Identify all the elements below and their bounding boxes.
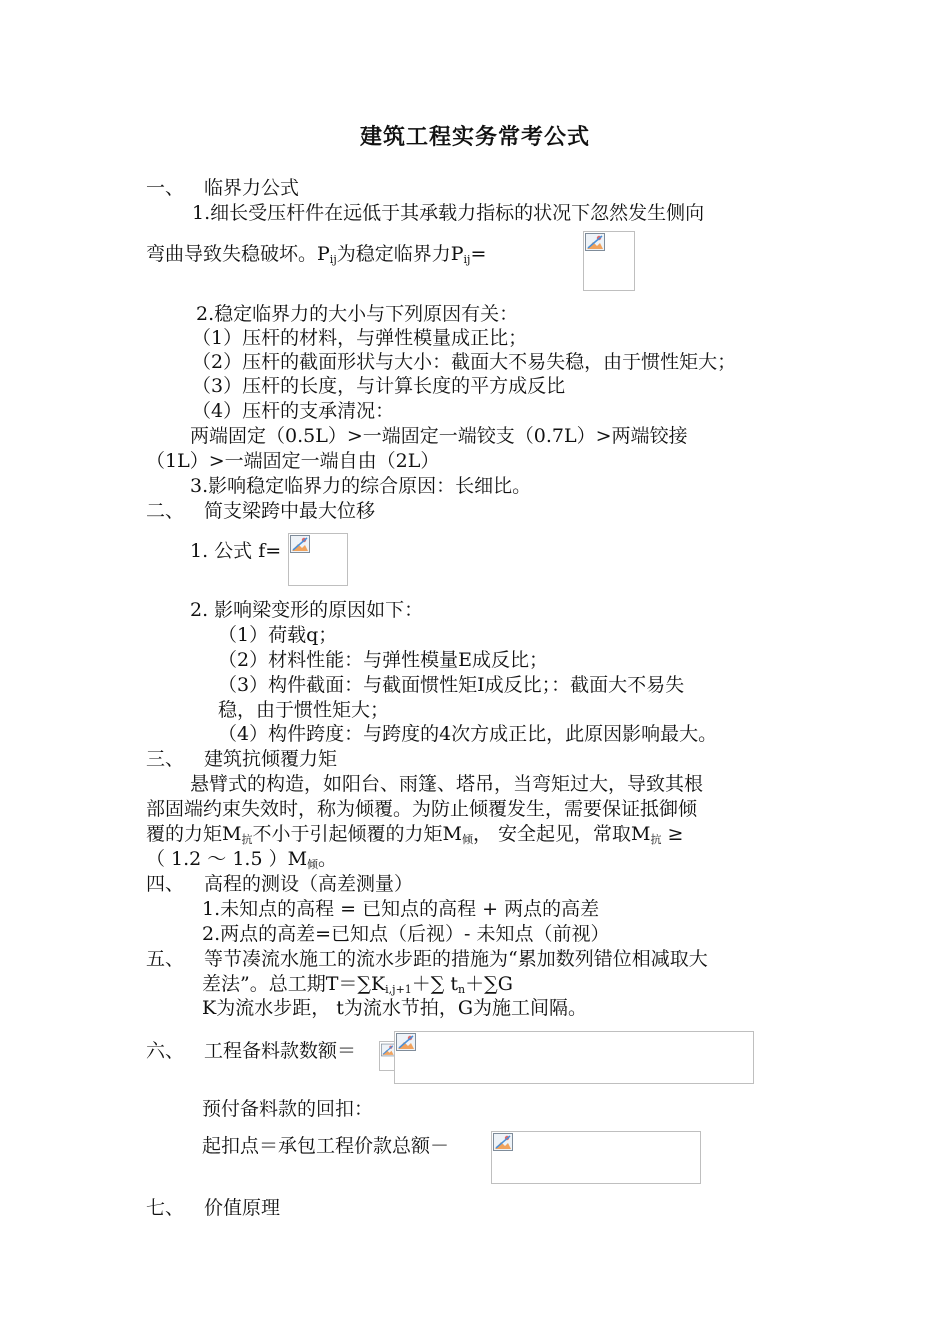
s4-paragraph-1: 1.未知点的高程 = 已知点的高程 + 两点的高差 bbox=[202, 898, 600, 920]
s1-paragraph-2: 2.稳定临界力的大小与下列原因有关： bbox=[196, 303, 519, 325]
s1-factor-4: （4）压杆的支承清况： bbox=[192, 400, 395, 422]
deflection-formula-image bbox=[288, 533, 348, 586]
section-7-number: 七、 bbox=[146, 1197, 185, 1219]
broken-image-icon bbox=[290, 535, 310, 553]
critical-force-formula-image bbox=[583, 231, 635, 291]
section-5-heading bbox=[146, 947, 708, 971]
section-2-number: 二、 bbox=[146, 500, 185, 522]
s3-line-2: 部固端约束失效时，称为倾覆。为防止倾覆发生，需要保证抵御倾 bbox=[146, 798, 698, 820]
s1-paragraph-3: 3.影响稳定临界力的综合原因：长细比。 bbox=[190, 475, 532, 497]
s1-factor-4-detail-a: 两端固定（0.5L）>一端固定一端铰支（0.7L）>两端铰接 bbox=[190, 425, 688, 447]
s2-paragraph-2: 2. 影响梁变形的原因如下： bbox=[190, 599, 424, 621]
s2-factor-2: （2）材料性能：与弹性模量E成反比； bbox=[218, 649, 548, 671]
s1-factor-1: （1）压杆的材料，与弹性模量成正比； bbox=[192, 327, 528, 349]
broken-image-icon bbox=[381, 1043, 395, 1057]
section-4-number: 四、 bbox=[146, 873, 185, 895]
section-5-number: 五、 bbox=[146, 948, 185, 970]
section-3-heading bbox=[146, 747, 337, 771]
section-2-title: 简支梁跨中最大位移 bbox=[204, 500, 376, 522]
s5-line-3: K为流水步距， t为流水节拍，G为施工间隔。 bbox=[202, 997, 588, 1019]
s2-factor-4: （4）构件跨度：与跨度的4次方成正比，此原因影响最大。 bbox=[218, 723, 718, 745]
s5-line-1: 等节凑流水施工的流水步距的措施为“累加数列错位相减取大 bbox=[204, 948, 708, 970]
s1-paragraph-1b: 弯曲导致失稳破坏。$P_{ij}$为稳定临界力$P_{ij}=$ bbox=[146, 243, 487, 266]
s4-paragraph-2: 2.两点的高差=已知点（后视）- 未知点（前视） bbox=[202, 923, 610, 945]
section-3-number: 三、 bbox=[146, 748, 185, 770]
section-1-number: 一、 bbox=[146, 177, 185, 199]
section-6-number: 六、 bbox=[146, 1040, 185, 1062]
section-4-heading bbox=[146, 872, 413, 896]
s3-line-4: （ 1.2 ～ 1.5 ）$M_倾$。 bbox=[146, 848, 338, 871]
s6-paragraph-1: 预付备料款的回扣： bbox=[202, 1098, 374, 1120]
section-6-heading bbox=[146, 1039, 356, 1063]
s2-factor-3b: 稳，由于惯性矩大； bbox=[218, 699, 390, 721]
section-7-heading bbox=[146, 1196, 280, 1220]
section-2-heading bbox=[146, 499, 375, 523]
s3-line-1: 悬臂式的构造，如阳台、雨篷、塔吊，当弯矩过大，导致其根 bbox=[190, 773, 704, 795]
prepayment-formula-image-small bbox=[379, 1041, 395, 1071]
section-4-title: 高程的测设（高差测量） bbox=[204, 873, 414, 895]
s6-paragraph-2: 起扣点＝承包工程价款总额－ bbox=[202, 1135, 450, 1157]
section-3-title: 建筑抗倾覆力矩 bbox=[204, 748, 338, 770]
s5-line-2: 差法”。总工期$T=\sum K_{i,j+1}+\sum$ $t_n+\sum G$ bbox=[202, 973, 513, 996]
section-6-title: 工程备料款数额＝ bbox=[204, 1040, 357, 1062]
broken-image-icon bbox=[396, 1033, 416, 1051]
s1-factor-3: （3）压杆的长度，与计算长度的平方成反比 bbox=[192, 375, 566, 397]
s3-line-3: 覆的力矩$M_抗$不小于引起倾覆的力矩$M_倾$， 安全起见，常取$M_抗$ ≥ bbox=[146, 823, 684, 846]
section-7-title: 价值原理 bbox=[204, 1197, 281, 1219]
prepayment-formula-image bbox=[394, 1031, 754, 1084]
s2-factor-1: （1）荷载q； bbox=[218, 624, 338, 646]
s1-factor-4-detail-b: （1L）>一端固定一端自由（2L） bbox=[146, 450, 440, 472]
s2-paragraph-1: 1. 公式 f= bbox=[190, 540, 282, 562]
s1-paragraph-1a: 1.细长受压杆件在远低于其承载力指标的状况下忽然发生侧向 bbox=[192, 202, 705, 224]
section-1-title: 临界力公式 bbox=[204, 177, 300, 199]
page-title: 建筑工程实务常考公式 bbox=[359, 124, 590, 150]
section-1-heading bbox=[146, 176, 299, 200]
s2-factor-3a: （3）构件截面：与截面惯性矩I成反比；：截面大不易失 bbox=[218, 674, 685, 696]
broken-image-icon bbox=[585, 233, 605, 251]
s1-factor-2: （2）压杆的截面形状与大小：截面大不易失稳，由于惯性矩大； bbox=[192, 351, 737, 373]
deduction-start-formula-image bbox=[491, 1131, 701, 1184]
broken-image-icon bbox=[493, 1133, 513, 1151]
